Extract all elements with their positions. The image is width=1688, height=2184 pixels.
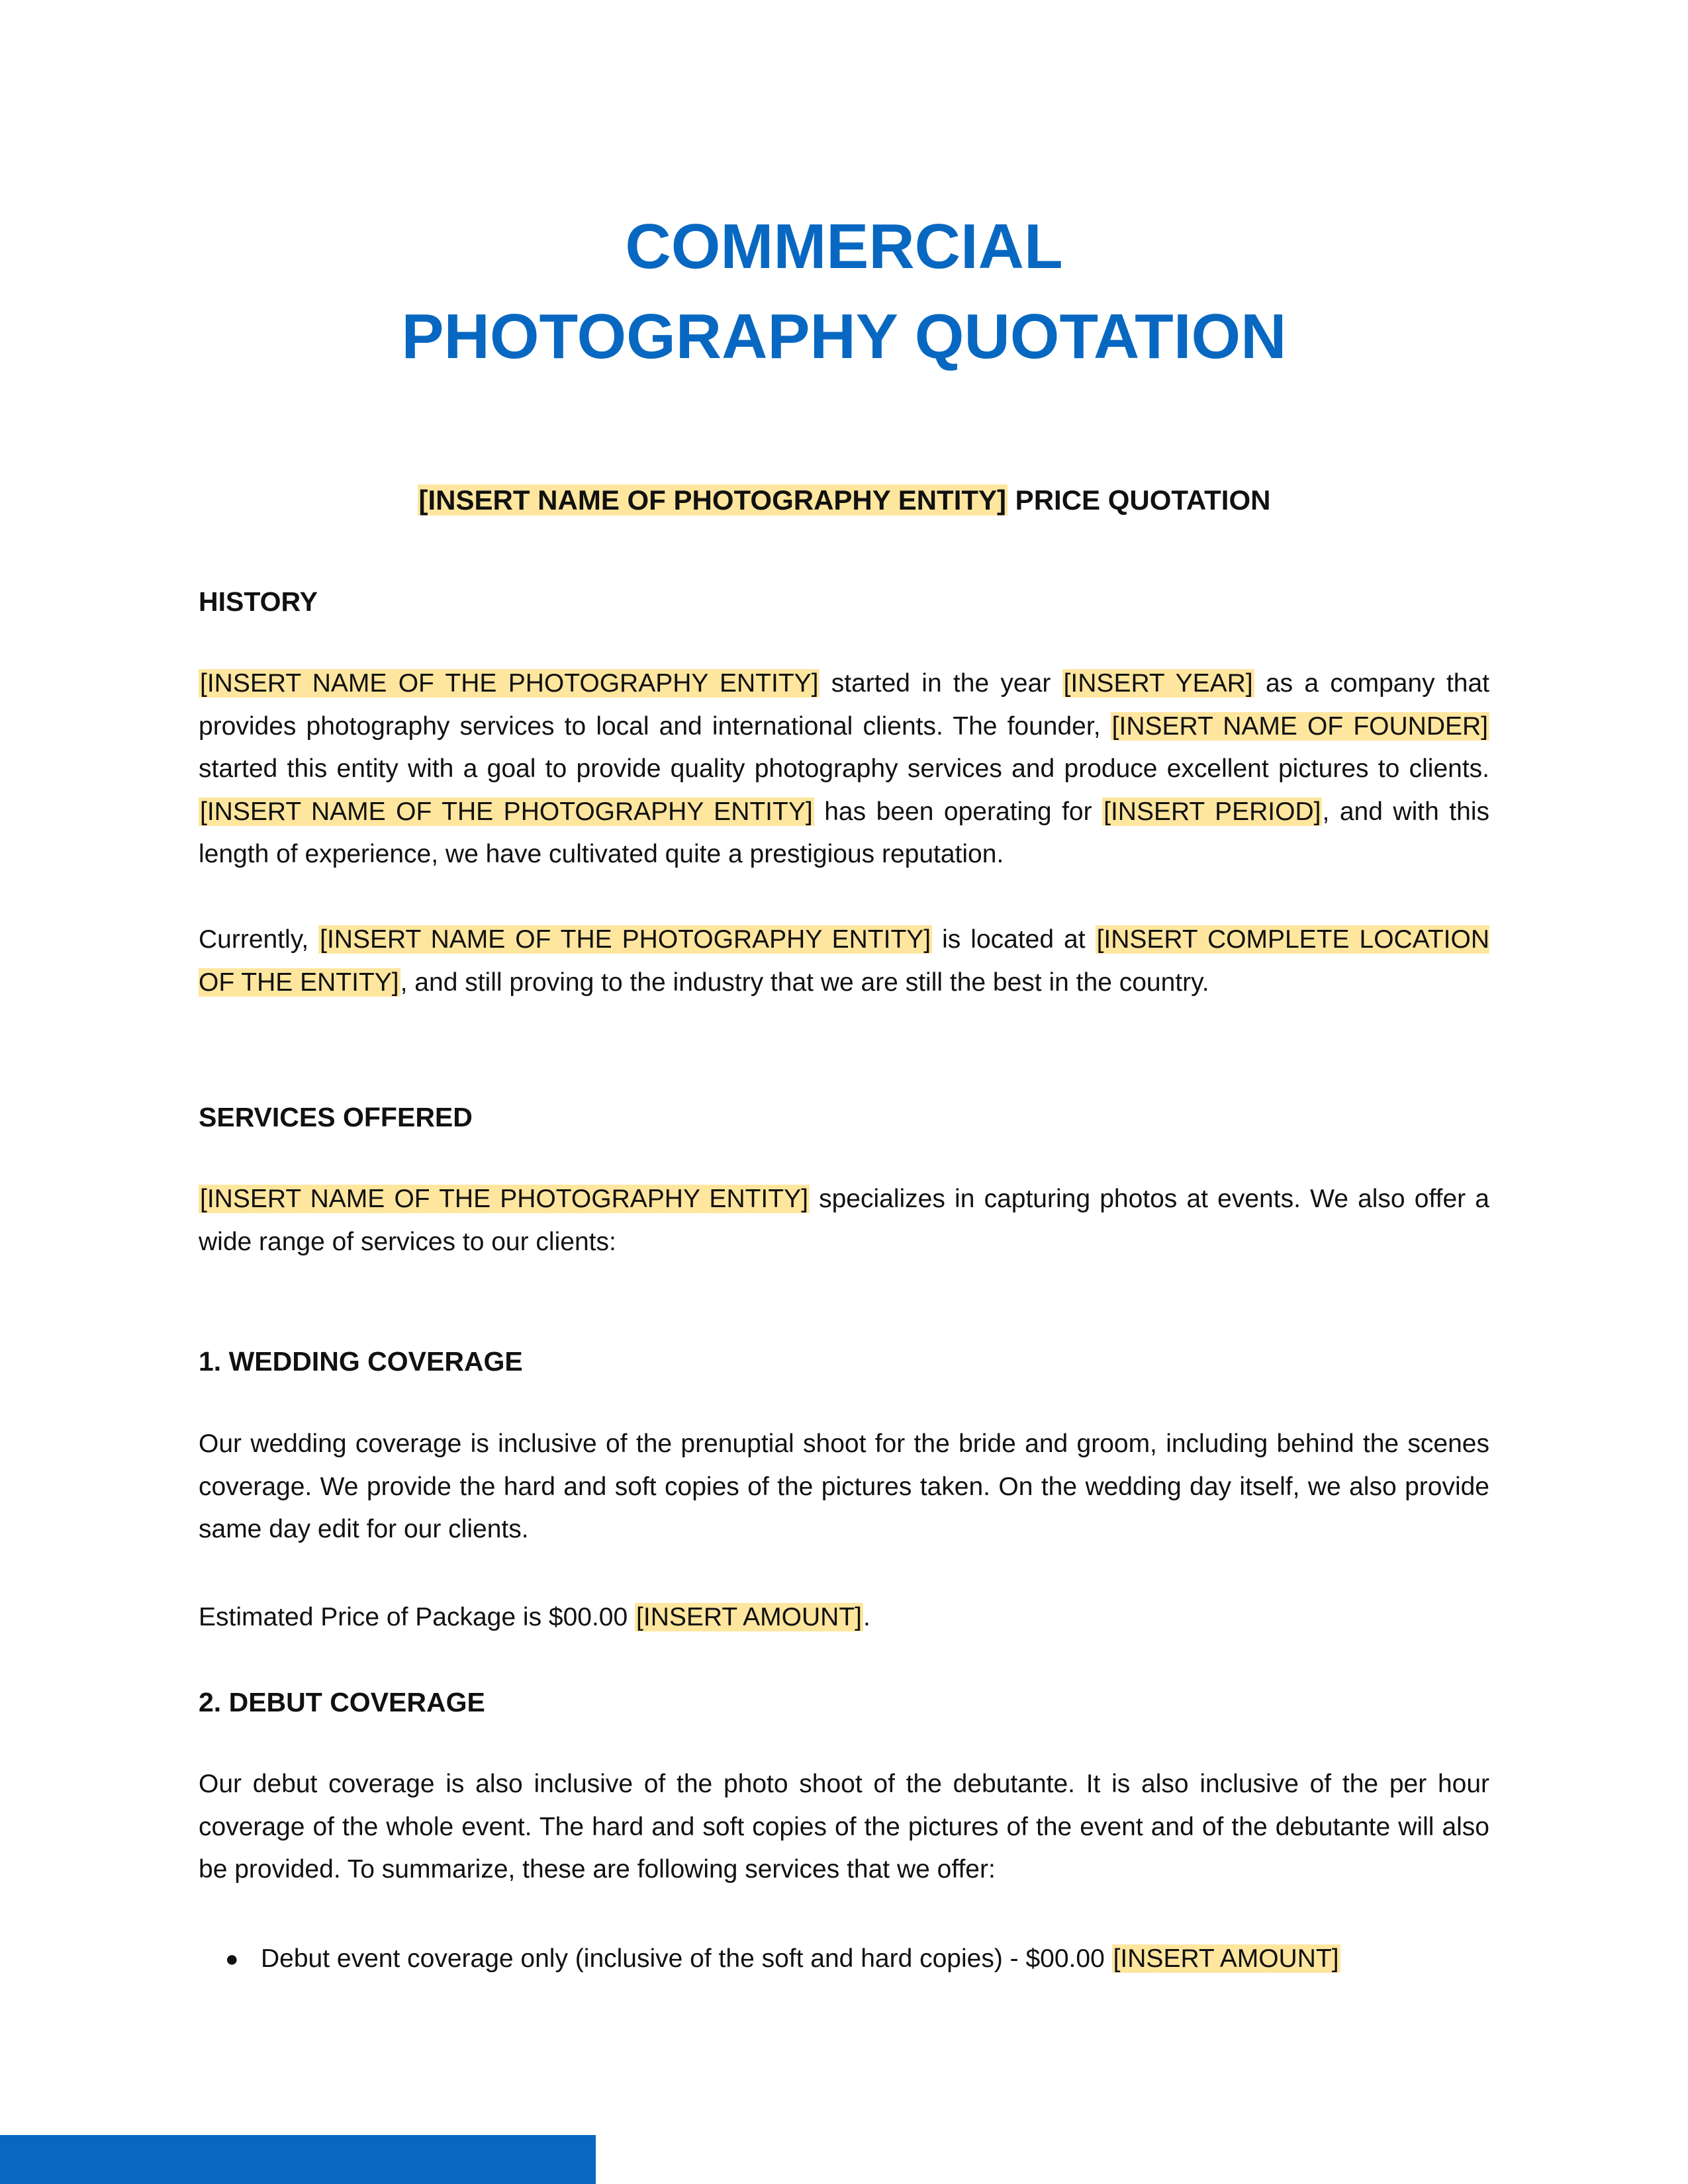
history-text: started this entity with a goal to provide quality photography services and produce excellent pictures to clients. xyxy=(199,754,1489,783)
history-text: is located at xyxy=(932,925,1096,954)
history-paragraph-1 xyxy=(199,662,1489,876)
services-heading: SERVICES OFFERED xyxy=(199,1102,473,1132)
history-text: Currently, xyxy=(199,925,319,954)
placeholder-year: [INSERT YEAR] xyxy=(1063,669,1253,698)
placeholder-entity-name: [INSERT NAME OF THE PHOTOGRAPHY ENTITY] xyxy=(320,925,931,954)
history-heading: HISTORY xyxy=(199,586,318,617)
bullet-label: Debut event coverage only (inclusive of the soft and hard copies) - $00.00 xyxy=(261,1944,1112,1973)
services-text: specializes in capturing photos at events. We also offer a wide range of services to our clients: xyxy=(199,1185,1489,1256)
history-text: started in the year xyxy=(820,669,1062,698)
document-title xyxy=(199,202,1489,382)
debut-coverage-heading: 2. DEBUT COVERAGE xyxy=(199,1687,485,1717)
placeholder-founder: [INSERT NAME OF FOUNDER] xyxy=(1111,711,1488,741)
placeholder-period: [INSERT PERIOD] xyxy=(1103,797,1321,826)
placeholder-amount: [INSERT AMOUNT] xyxy=(1113,1944,1339,1973)
wedding-price-end: . xyxy=(863,1603,870,1631)
history-text: as a company that provides photography services to local and international clients. The founder, xyxy=(199,669,1489,741)
bullet-text xyxy=(261,1938,1340,1980)
document-page xyxy=(199,0,1489,2184)
placeholder-amount: [INSERT AMOUNT] xyxy=(636,1603,862,1631)
history-text: , and with this length of experience, we have cultivated quite a prestigious reputation. xyxy=(199,797,1489,868)
bullet-dot-icon: ● xyxy=(225,1946,239,1972)
placeholder-location: [INSERT COMPLETE LOCATION OF THE ENTITY] xyxy=(199,925,1489,997)
history-text: has been operating for xyxy=(814,797,1103,826)
title-line-2: PHOTOGRAPHY QUOTATION xyxy=(401,301,1287,372)
subtitle-text: PRICE QUOTATION xyxy=(1008,484,1271,516)
wedding-coverage-paragraph: Our wedding coverage is inclusive of the prenuptial shoot for the bride and groom, including behind the scenes coverage. We provide the hard and soft copies of the pictures taken. On the wedding day itself, we also provide same day edit for our clients. xyxy=(199,1430,1489,1543)
debut-coverage-paragraph: Our debut coverage is also inclusive of the photo shoot of the debutante. It is also inclusive of the per hour coverage of the whole event. The hard and soft copies of the pictures of the event and of the debutante will also be provided. To summarize, these are following services that we offer: xyxy=(199,1770,1489,1884)
placeholder-entity-name: [INSERT NAME OF THE PHOTOGRAPHY ENTITY] xyxy=(200,1185,808,1213)
wedding-coverage-heading: 1. WEDDING COVERAGE xyxy=(199,1346,523,1377)
placeholder-entity-name: [INSERT NAME OF THE PHOTOGRAPHY ENTITY] xyxy=(200,669,819,698)
history-paragraph-2 xyxy=(199,919,1489,1004)
wedding-price-line xyxy=(199,1596,1489,1639)
wedding-price-text: Estimated Price of Package is $00.00 xyxy=(199,1603,635,1631)
history-text: , and still proving to the industry that we are still the best in the country. xyxy=(400,968,1209,997)
footer-accent-bar xyxy=(0,2135,596,2184)
document-subtitle xyxy=(199,479,1489,522)
placeholder-entity-name: [INSERT NAME OF THE PHOTOGRAPHY ENTITY] xyxy=(200,797,813,826)
subtitle-placeholder: [INSERT NAME OF PHOTOGRAPHY ENTITY] xyxy=(418,484,1007,516)
title-line-1: COMMERCIAL xyxy=(625,211,1063,282)
services-intro-paragraph xyxy=(199,1178,1489,1263)
